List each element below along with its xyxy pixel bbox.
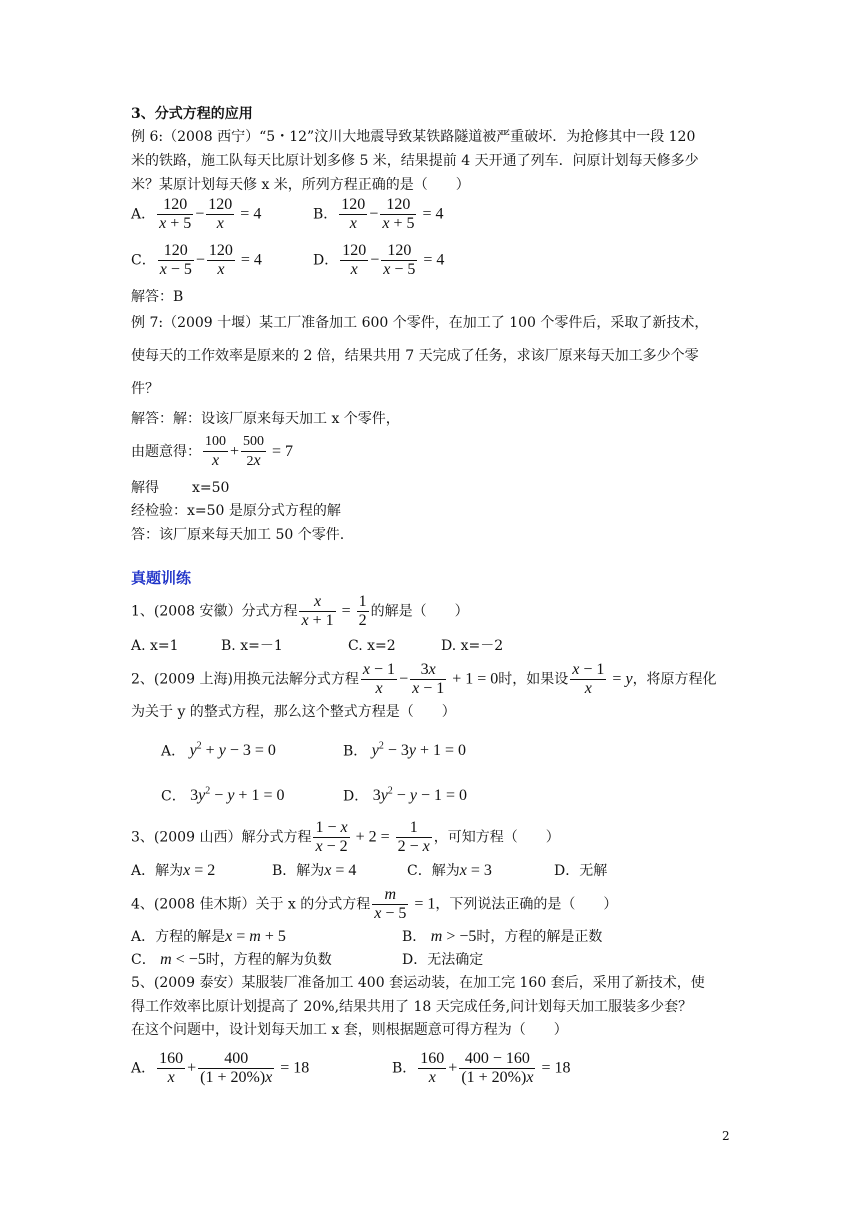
question3-option-c: C．解为x = 3 <box>407 862 492 879</box>
question4-stem: 4、(2008 佳木斯）关于 x 的分式方程 $\frac{m}{x - 5}$ = 1，下列说法正确的是（ ） <box>131 886 618 922</box>
section-title: 3、分式方程的应用 <box>131 106 253 122</box>
question4-option-d: D．无法确定 <box>402 952 484 968</box>
example7-solution-1: 解答：解：设该厂原来每天加工 x 个零件， <box>131 411 400 427</box>
question4-option-b: B． m > −5时，方程的解是正数 <box>402 928 603 945</box>
example6-answer: 解答：B <box>131 289 184 305</box>
question1-option-b: B. x=－1 <box>221 638 283 654</box>
example7-solution-2: 由题意得： $\frac{100}{x}$ + $\frac{500}{2x}$ = 7 <box>131 434 294 469</box>
question2-stem: 2、(2009 上海)用换元法解分式方程 $\frac{x - 1}{x}$ − $\frac{3x}{x - 1}$ + 1 = 0时，如果设 $\frac{x - 1}{x}$ = y，将原方程化 <box>131 661 717 697</box>
example6-option-a: A． $\frac{120}{x + 5}$ − $\frac{120}{x}$ = 4 <box>131 196 262 232</box>
question1-option-a: A. x=1 <box>131 638 179 654</box>
question1-option-d: D. x=－2 <box>441 638 504 654</box>
question5-line3: 在这个问题中，设计划每天加工 x 套，则根据题意可得方程为（ ） <box>131 1022 568 1038</box>
question5-line2: 得工作效率比原计划提高了 20%,结果共用了 18 天完成任务,问计划每天加工服装多少套？ <box>131 999 693 1015</box>
question1-option-c: C. x=2 <box>348 638 396 654</box>
example6-line2: 米的铁路，施工队每天比原计划多修 5 米，结果提前 4 天开通了列车．问原计划每天修多少 <box>131 153 699 169</box>
question3-option-b: B．解为x = 4 <box>272 862 357 879</box>
example6-option-d: D． $\frac{120}{x}$ − $\frac{120}{x - 5}$ = 4 <box>313 242 445 278</box>
page-number: 2 <box>722 1129 730 1143</box>
example7-solution-3: 解得 x=50 <box>131 480 230 496</box>
question2-line2: 为关于 y 的整式方程，那么这个整式方程是（ ） <box>131 704 456 720</box>
question2-option-b: B． $y^2 - 3y + 1 = 0$ <box>343 741 467 760</box>
training-heading: 真题训练 <box>131 569 192 587</box>
question5-option-b: B． $\frac{160}{x}$ + $\frac{400 - 160}{(1 + 20\%)x}$ = 18 <box>392 1050 571 1086</box>
question4-option-a: A．方程的解是x = m + 5 <box>131 928 286 945</box>
question2-option-c: C． $3y^2 - y + 1 = 0$ <box>161 786 285 805</box>
example7-solution-5: 答：该厂原来每天加工 50 个零件. <box>131 527 345 543</box>
example7-line1: 例 7:（2009 十堰）某工厂准备加工 600 个零件，在加工了 100 个零件后，采取了新技术， <box>131 315 709 331</box>
question2-option-d: D． $3y^2 - y - 1 = 0$ <box>343 786 467 805</box>
example7-line3: 件？ <box>131 381 159 397</box>
question5-option-a: A． $\frac{160}{x}$ + $\frac{400}{(1 + 20\%)x}$ = 18 <box>131 1050 310 1086</box>
example7-solution-4: 经检验：x=50 是原分式方程的解 <box>131 503 341 519</box>
question3-option-d: D．无解 <box>554 863 608 879</box>
example6-option-b: B． $\frac{120}{x}$ − $\frac{120}{x + 5}$ = 4 <box>313 196 444 232</box>
question2-option-a: A． $y^2 + y - 3 = 0$ <box>161 741 276 760</box>
question5-line1: 5、(2009 泰安）某服装厂准备加工 400 套运动装，在加工完 160 套后，采用了新技术，使 <box>131 975 705 991</box>
question3-option-a: A．解为x = 2 <box>131 862 216 879</box>
example6-line3: 米？某原计划每天修 x 米，所列方程正确的是（ ） <box>131 177 470 193</box>
example7-line2: 使每天的工作效率是原来的 2 倍，结果共用 7 天完成了任务，求该厂原来每天加工多少个零 <box>131 348 699 364</box>
example6-option-c: C． $\frac{120}{x - 5}$ − $\frac{120}{x}$ = 4 <box>131 242 262 278</box>
question3-stem: 3、(2009 山西）解分式方程 $\frac{1 - x}{x - 2}$ + 2 = $\frac{1}{2 - x}$ ，可知方程（ ） <box>131 819 560 855</box>
example6-line1: 例 6:（2008 西宁）“5・12”汶川大地震导致某铁路隧道被严重破坏．为抢修其中一段 120 <box>131 129 696 145</box>
question1-stem: 1、(2008 安徽）分式方程 $\frac{x}{x + 1}$ = $\frac{1}{2}$ 的解是（ ） <box>131 593 469 629</box>
question4-option-c: C． m < −5时，方程的解为负数 <box>131 951 332 968</box>
